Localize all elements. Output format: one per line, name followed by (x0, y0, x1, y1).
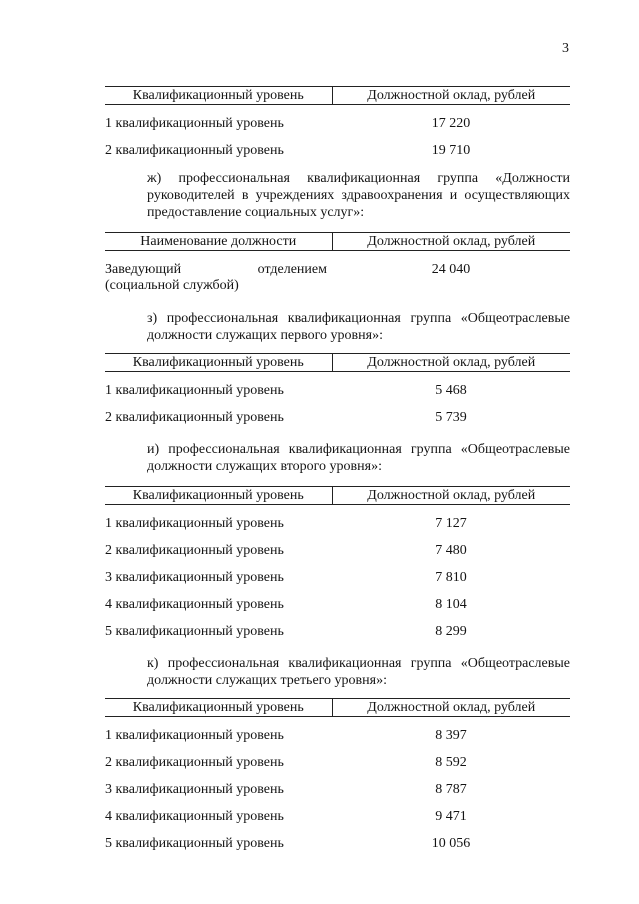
salary-table-4 (105, 486, 570, 651)
column-header-level: Квалификационный уровень (105, 354, 332, 372)
salary-table-5 (105, 698, 570, 863)
salary-cell: 17 220 (431, 116, 471, 131)
level-cell: 2 квалификационный уровень (105, 410, 284, 425)
table-row (105, 836, 570, 863)
salary-cell: 8 787 (435, 782, 467, 797)
level-cell: 1 квалификационный уровень (105, 728, 284, 743)
salary-cell: 5 468 (435, 383, 467, 398)
salary-cell: 10 056 (431, 836, 471, 851)
table-row (105, 597, 570, 624)
salary-cell: 5 739 (435, 410, 467, 425)
table-row (105, 143, 570, 170)
paragraph-group-k: к) профессиональная квалификационная группа «Общеотраслевые должности служащих третьего уровня»: (147, 656, 570, 688)
column-header-salary: Должностной оклад, рублей (332, 487, 570, 505)
table-row (105, 755, 570, 782)
table-row (105, 809, 570, 836)
page-number: 3 (562, 41, 569, 56)
table-header-row (105, 487, 570, 505)
paragraph-group-zh: ж) профессиональная квалификационная группа «Должности руководителей в учреждениях здравоохранения и осуществляющих предоставление социальных услуг»: (147, 171, 570, 220)
paragraph-group-i: и) профессиональная квалификационная группа «Общеотраслевые должности служащих второго уровня»: (147, 442, 570, 474)
table-row (105, 251, 570, 295)
column-header-salary: Должностной оклад, рублей (332, 87, 570, 105)
level-cell: 4 квалификационный уровень (105, 597, 284, 612)
level-cell: 5 квалификационный уровень (105, 624, 284, 639)
level-cell: 2 квалификационный уровень (105, 143, 284, 158)
column-header-level: Квалификационный уровень (105, 87, 332, 105)
salary-cell: 7 480 (435, 543, 467, 558)
salary-table-3 (105, 353, 570, 437)
level-cell: 5 квалификационный уровень (105, 836, 284, 851)
salary-cell: 8 104 (435, 597, 467, 612)
table-row (105, 717, 570, 756)
table-row (105, 624, 570, 651)
salary-cell: 24 040 (431, 262, 471, 277)
table-row (105, 372, 570, 411)
table-row (105, 570, 570, 597)
table-header-row (105, 699, 570, 717)
paragraph-group-z: з) профессиональная квалификационная группа «Общеотраслевые должности служащих первого уровня»: (147, 311, 570, 343)
salary-cell: 7 127 (435, 516, 467, 531)
level-cell: 3 квалификационный уровень (105, 570, 284, 585)
salary-cell: 9 471 (435, 809, 467, 824)
table-header-row (105, 87, 570, 105)
level-cell: 1 квалификационный уровень (105, 516, 284, 531)
level-cell: 1 квалификационный уровень (105, 116, 284, 131)
table-row (105, 105, 570, 144)
level-cell: 2 квалификационный уровень (105, 755, 284, 770)
table-row (105, 782, 570, 809)
position-name-line1: Заведующий отделением (105, 262, 327, 277)
salary-cell: 19 710 (431, 143, 471, 158)
table-row (105, 543, 570, 570)
level-cell: 1 квалификационный уровень (105, 383, 284, 398)
salary-table-2 (105, 232, 570, 294)
level-cell: 3 квалификационный уровень (105, 782, 284, 797)
table-header-row (105, 354, 570, 372)
column-header-position: Наименование должности (105, 233, 332, 251)
table-header-row (105, 233, 570, 251)
salary-cell: 8 397 (435, 728, 467, 743)
salary-table-1 (105, 86, 570, 170)
position-name-line2: (социальной службой) (105, 278, 239, 293)
column-header-salary: Должностной оклад, рублей (332, 699, 570, 717)
salary-cell: 8 299 (435, 624, 467, 639)
salary-cell: 7 810 (435, 570, 467, 585)
column-header-level: Квалификационный уровень (105, 487, 332, 505)
table-row (105, 410, 570, 437)
position-cell (105, 251, 332, 295)
level-cell: 2 квалификационный уровень (105, 543, 284, 558)
column-header-salary: Должностной оклад, рублей (332, 233, 570, 251)
column-header-salary: Должностной оклад, рублей (332, 354, 570, 372)
salary-cell: 8 592 (435, 755, 467, 770)
table-row (105, 505, 570, 544)
level-cell: 4 квалификационный уровень (105, 809, 284, 824)
column-header-level: Квалификационный уровень (105, 699, 332, 717)
